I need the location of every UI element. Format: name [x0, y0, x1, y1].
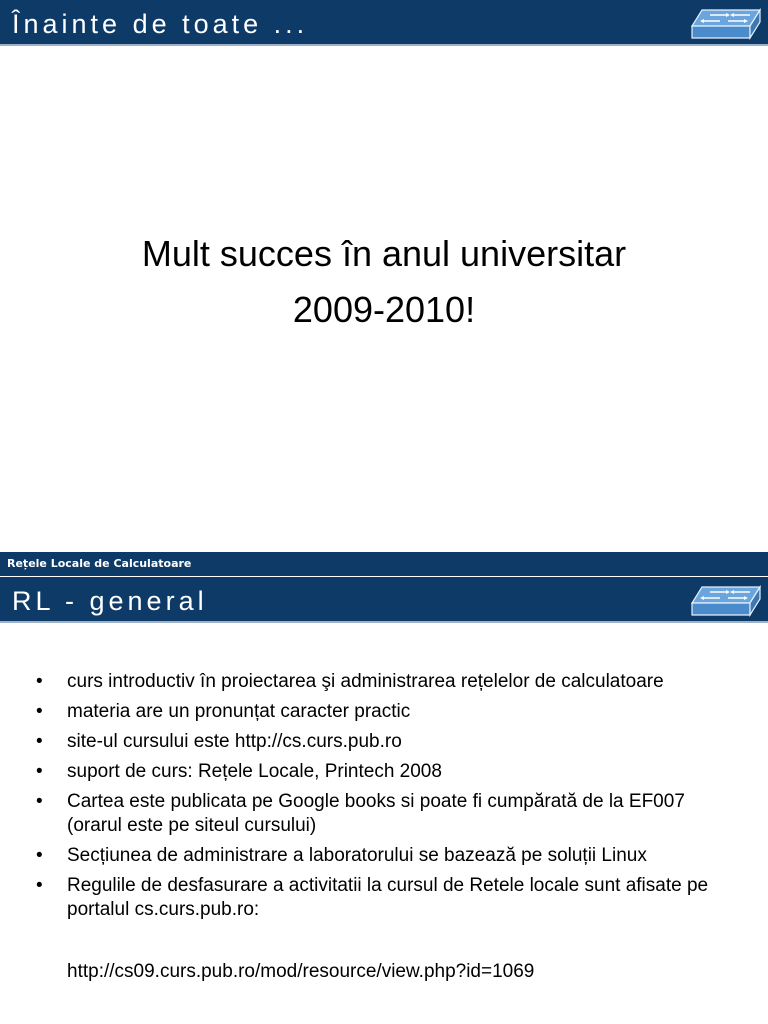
slide1-footer — [0, 552, 768, 576]
list-item — [36, 790, 736, 838]
list-item — [36, 730, 736, 754]
network-switch-icon — [690, 6, 762, 42]
slide2-title: RL - general — [12, 586, 208, 616]
slide1-headline-line2: 2009-2010! — [292, 289, 476, 330]
list-item — [36, 760, 736, 784]
bullet-marker: • — [36, 671, 43, 692]
slide1-title: Înainte de toate ... — [12, 9, 309, 39]
bullet-marker: • — [36, 791, 43, 812]
course-name-footer: Rețele Locale de Calculatoare — [7, 557, 192, 570]
slide2-title-bar — [0, 577, 768, 623]
slide1-headline-line1: Mult succes în anul universitar — [141, 233, 627, 274]
bullet-marker: • — [36, 875, 43, 896]
bullet-marker: • — [36, 701, 43, 722]
slide1-title-bar — [0, 0, 768, 46]
list-item — [36, 670, 736, 694]
list-item — [36, 874, 736, 922]
list-item — [36, 700, 736, 724]
slide2-bullet-list — [36, 670, 736, 928]
bullet-marker: • — [36, 731, 43, 752]
bullet-text: site-ul cursului este http://cs.curs.pub.ro — [67, 731, 402, 752]
bullet-text: materia are un pronunțat caracter practic — [67, 701, 411, 722]
bullet-text: suport de curs: Rețele Locale, Printech 2008 — [67, 761, 442, 782]
network-switch-icon — [690, 583, 762, 619]
bullet-marker: • — [36, 845, 43, 866]
regulations-url: http://cs09.curs.pub.ro/mod/resource/view.php?id=1069 — [67, 961, 535, 982]
bullet-text: Cartea este publicata pe Google books si poate fi cumpărată de la EF007 (orarul este pe siteul cursului) — [67, 791, 685, 836]
bullet-marker: • — [36, 761, 43, 782]
list-item — [36, 844, 736, 868]
bullet-text: Regulile de desfasurare a activitatii la cursul de Retele locale sunt afisate pe portalul cs.curs.pub.ro: — [67, 875, 709, 920]
bullet-text: Secțiunea de administrare a laboratorului se bazează pe soluții Linux — [67, 845, 647, 866]
bullet-text: curs introductiv în proiectarea şi administrarea rețelelor de calculatoare — [67, 671, 664, 692]
